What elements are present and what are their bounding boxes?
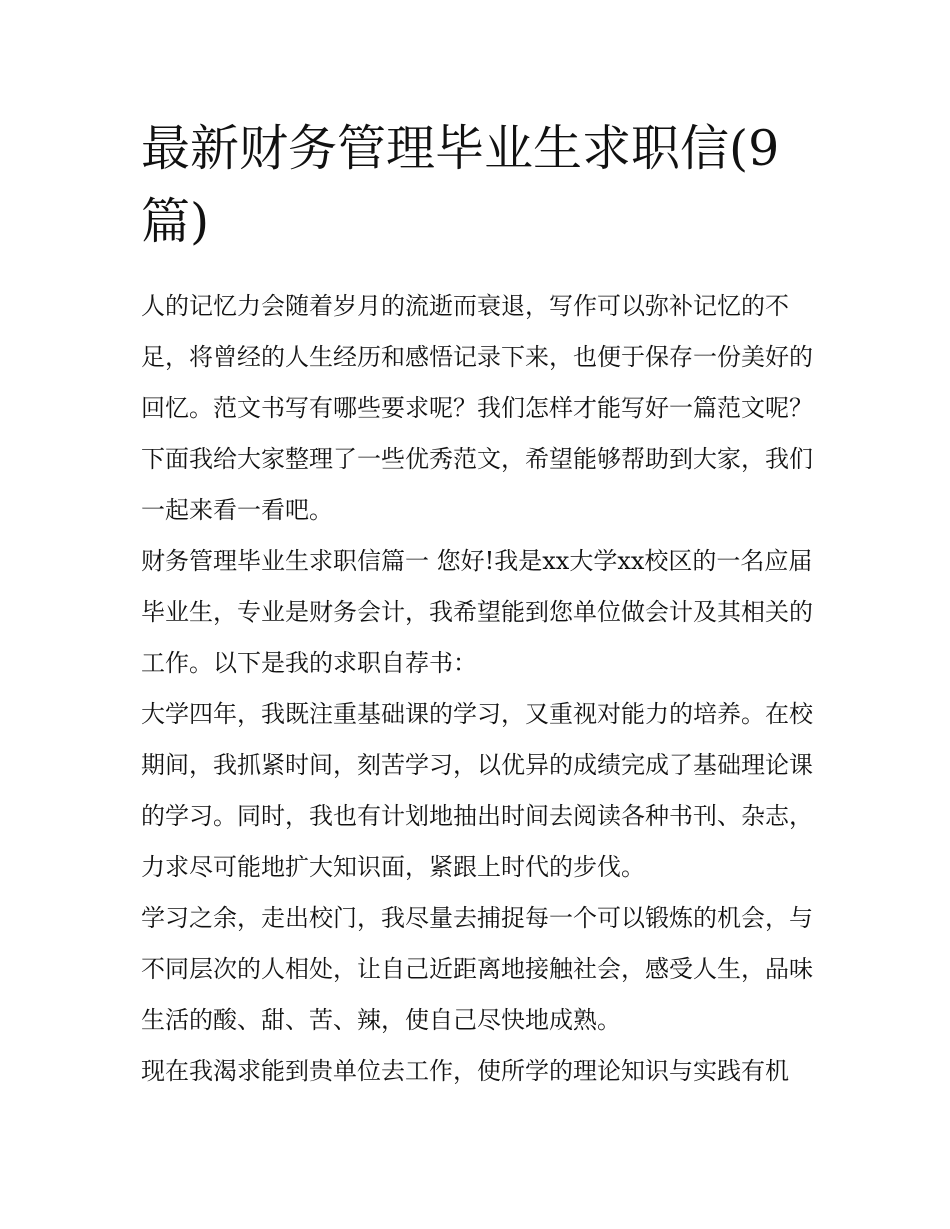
document-body: [141, 112, 813, 1097]
document-title: 最新财务管理毕业生求职信(9篇): [141, 120, 780, 250]
intro-paragraph: 人的记忆力会随着岁月的流逝而衰退，写作可以弥补记忆的不足，将曾经的人生经历和感悟记录下来，也便于保存一份美好的回忆。范文书写有哪些要求呢？我们怎样才能写好一篇范文呢？下面我给大家整理了一些优秀范文，希望能够帮助到大家，我们一起来看一看吧。: [141, 292, 813, 524]
study-paragraph: 大学四年，我既注重基础课的学习，又重视对能力的培养。在校期间，我抓紧时间，刻苦学习，以优异的成绩完成了基础理论课的学习。同时，我也有计划地抽出时间去阅读各种书刊、杂志，力求尽可能地扩大知识面，紧跟上时代的步伐。: [141, 700, 813, 881]
practice-paragraph: 学习之余，走出校门，我尽量去捕捉每一个可以锻炼的机会，与不同层次的人相处，让自己近距离地接触社会，感受人生，品味生活的酸、甜、苦、辣，使自己尽快地成熟。: [141, 904, 813, 1034]
closing-paragraph: 现在我渴求能到贵单位去工作，使所学的理论知识与实践有机: [141, 1057, 789, 1085]
letter-opening-paragraph: 财务管理毕业生求职信篇一 您好!我是xx大学xx校区的一名应届毕业生，专业是财务会计，我希望能到您单位做会计及其相关的工作。以下是我的求职自荐书：: [141, 547, 813, 677]
